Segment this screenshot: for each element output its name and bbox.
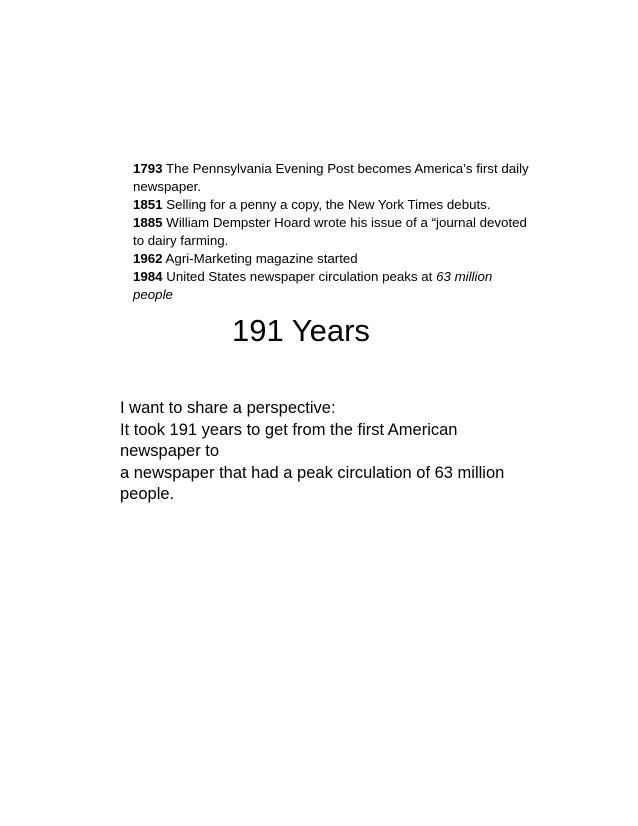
perspective-line: It took 191 years to get from the first American newspaper to xyxy=(120,420,458,460)
perspective-line: a newspaper that had a peak circulation of 63 million people. xyxy=(120,463,505,503)
timeline-year: 1793 xyxy=(133,161,163,176)
perspective-paragraph xyxy=(120,398,540,506)
timeline-emphasis: 63 million people xyxy=(133,269,493,302)
page-heading: 191 Years xyxy=(232,313,370,348)
timeline-text: Agri-Marketing magazine started xyxy=(162,251,358,266)
timeline-year: 1885 xyxy=(133,215,163,230)
timeline xyxy=(133,160,533,304)
timeline-year: 1962 xyxy=(133,251,163,266)
timeline-text: The Pennsylvania Evening Post becomes America’s first daily newspaper. xyxy=(133,161,529,194)
timeline-text: Selling for a penny a copy, the New York Times debuts. xyxy=(162,197,491,212)
timeline-entry-1793 xyxy=(133,160,533,196)
timeline-entry-1962 xyxy=(133,250,533,268)
timeline-year: 1851 xyxy=(133,197,163,212)
timeline-entry-1885 xyxy=(133,214,533,250)
perspective-line: I want to share a perspective: xyxy=(120,399,336,417)
timeline-text: United States newspaper circulation peaks at xyxy=(162,269,437,284)
timeline-entry-1984 xyxy=(133,268,533,304)
timeline-text: William Dempster Hoard wrote his issue of a “journal devoted to dairy farming. xyxy=(133,215,527,248)
timeline-entry-1851 xyxy=(133,196,533,214)
timeline-year: 1984 xyxy=(133,269,163,284)
